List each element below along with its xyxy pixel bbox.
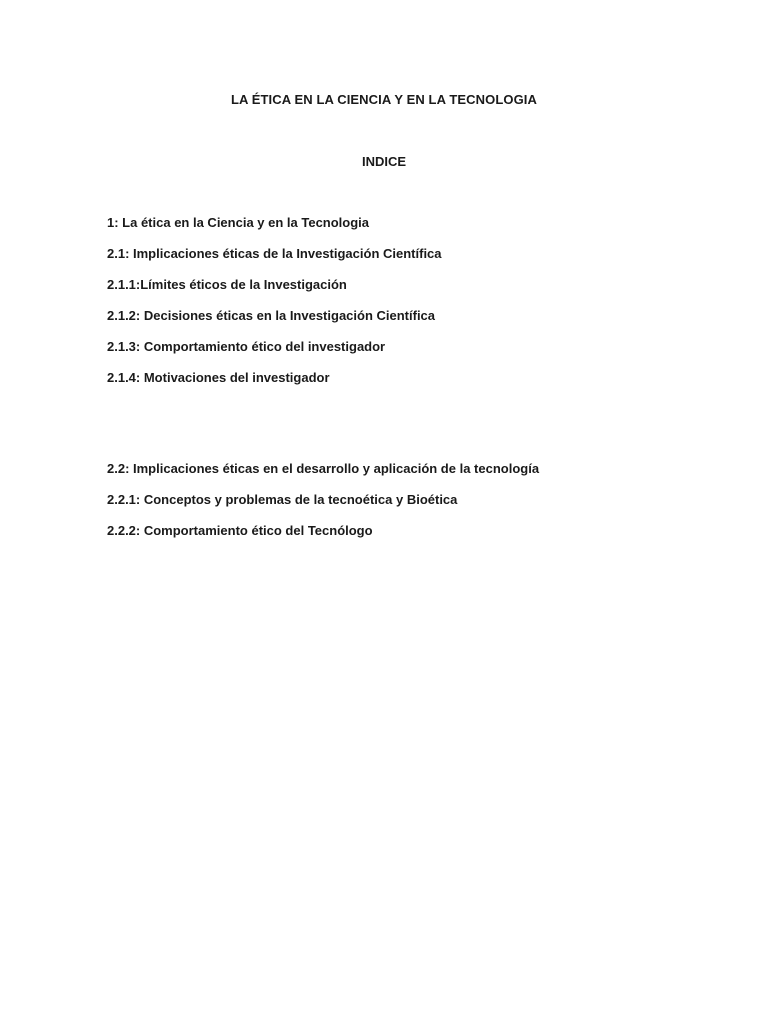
index-heading: INDICE: [361, 154, 407, 169]
document-title: LA ÉTICA EN LA CIENCIA Y EN LA TECNOLOGIA: [230, 92, 537, 107]
toc-entry: 2.1.4: Motivaciones del investigador: [107, 370, 330, 385]
toc-entry: 1: La ética en la Ciencia y en la Tecnologia: [107, 215, 370, 230]
toc-entry: 2.1.2: Decisiones éticas en la Investigación Científica: [107, 308, 436, 323]
toc-entry: 2.1.3: Comportamiento ético del investigador: [107, 339, 386, 354]
toc-entry: 2.2: Implicaciones éticas en el desarrollo y aplicación de la tecnología: [107, 461, 540, 476]
toc-entry: 2.2.2: Comportamiento ético del Tecnólogo: [107, 523, 373, 538]
toc-entry: 2.1: Implicaciones éticas de la Investigación Científica: [107, 246, 442, 261]
toc-list-part-1: [107, 215, 442, 401]
toc-entry: 2.2.1: Conceptos y problemas de la tecnoética y Bioética: [107, 492, 458, 507]
toc-entry: 2.1.1:Límites éticos de la Investigación: [107, 277, 347, 292]
toc-list-part-2: [107, 461, 539, 554]
